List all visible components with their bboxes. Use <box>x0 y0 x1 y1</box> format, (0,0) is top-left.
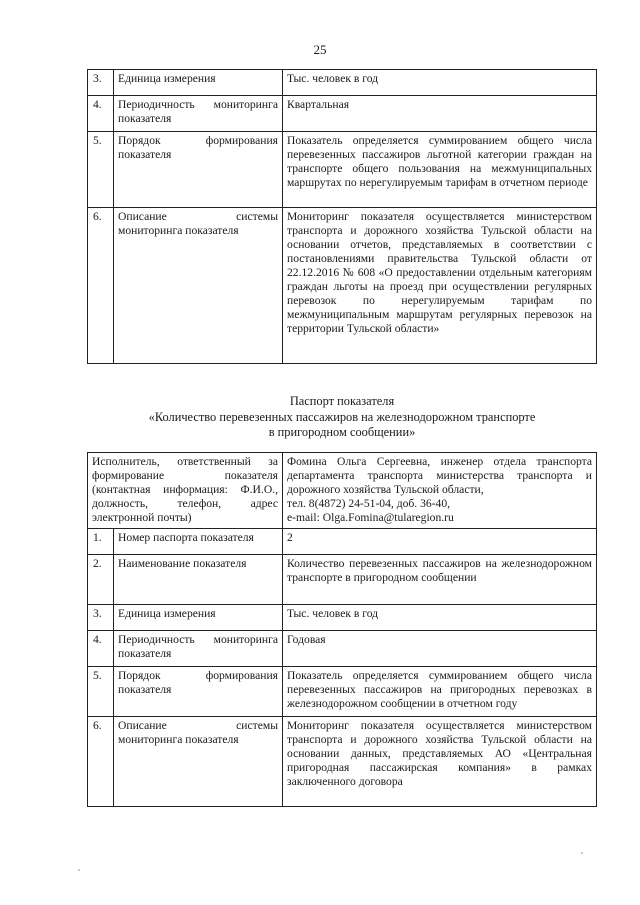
table-row <box>88 717 597 807</box>
row-label: Единица измерения <box>114 70 283 96</box>
table-row <box>88 208 597 364</box>
contact-phone: тел. 8(4872) 24-51-04, доб. 36-40, <box>287 497 451 510</box>
table-row <box>88 132 597 208</box>
row-label: Наименование показателя <box>114 555 283 605</box>
table-row <box>88 529 597 555</box>
scan-speck <box>78 869 80 871</box>
row-number: 1. <box>88 529 114 555</box>
contact-row <box>88 453 597 529</box>
table-row <box>88 667 597 717</box>
row-label: Периодичность мониторинга показателя <box>114 96 283 132</box>
row-number: 5. <box>88 667 114 717</box>
row-number: 2. <box>88 555 114 605</box>
row-value: 2 <box>283 529 597 555</box>
row-value: Количество перевезенных пассажиров на железнодорожном транспорте в пригородном сообщении <box>283 555 597 605</box>
scan-speck <box>581 852 583 854</box>
row-value: Мониторинг показателя осуществляется министерством транспорта и дорожного хозяйства Тульской области на основании отчетов, представляемых в соответствии с постановлениями правительства Тульской области от 22.12.2016 № 608 «О предоставлении отдельным категориям граждан льготы на проезд при осуществлении регулярных перевозок по нерегулируемым тарифам по межмуниципальным маршрутам регулярных перевозок на территории Тульской области» <box>283 208 597 364</box>
row-number: 4. <box>88 96 114 132</box>
row-value: Квартальная <box>283 96 597 132</box>
row-number: 6. <box>88 208 114 364</box>
row-value: Тыс. человек в год <box>283 605 597 631</box>
row-value: Мониторинг показателя осуществляется министерством транспорта и дорожного хозяйства Тульской области на основании данных, представляемых АО «Центральная пригородная пассажирская компания» в рамках заключенного договора <box>283 717 597 807</box>
row-number: 4. <box>88 631 114 667</box>
row-label: Описание системы мониторинга показателя <box>114 208 283 364</box>
indicator-passport-table <box>87 452 597 807</box>
row-number: 6. <box>88 717 114 807</box>
row-value: Показатель определяется суммированием общего числа перевезенных пассажиров на пригородных перевозках в железнодорожном сообщении в отчетном году <box>283 667 597 717</box>
row-value: Годовая <box>283 631 597 667</box>
page-number: 25 <box>313 42 327 57</box>
contact-label: Исполнитель, ответственный за формирование показателя (контактная информация: Ф.И.О., должность, телефон, адрес электронной почты) <box>88 453 283 529</box>
table-row <box>88 70 597 96</box>
table-row <box>88 555 597 605</box>
contact-info <box>283 453 597 529</box>
row-number: 3. <box>88 70 114 96</box>
row-value: Тыс. человек в год <box>283 70 597 96</box>
row-label: Описание системы мониторинга показателя <box>114 717 283 807</box>
table-row <box>88 605 597 631</box>
row-label: Номер паспорта показателя <box>114 529 283 555</box>
contact-email: e-mail: Olga.Fomina@tularegion.ru <box>287 511 454 524</box>
row-label: Периодичность мониторинга показателя <box>114 631 283 667</box>
row-number: 5. <box>88 132 114 208</box>
row-label: Порядок формирования показателя <box>114 132 283 208</box>
row-value: Показатель определяется суммированием общего числа перевезенных пассажиров льготной категории граждан на транспорте общего пользования на межмуниципальных маршрутах по нерегулируемым тарифам в отчетном периоде <box>283 132 597 208</box>
passport-heading <box>87 394 597 441</box>
row-number: 3. <box>88 605 114 631</box>
passport-title: Паспорт показателя <box>289 394 395 408</box>
table-row <box>88 96 597 132</box>
row-label: Порядок формирования показателя <box>114 667 283 717</box>
row-label: Единица измерения <box>114 605 283 631</box>
indicator-name-line-2: в пригородном сообщении» <box>268 425 416 439</box>
table-row <box>88 631 597 667</box>
indicator-table-continued <box>87 69 597 364</box>
contact-person: Фомина Ольга Сергеевна, инженер отдела транспорта департамента транспорта министерства транспорта и дорожного хозяйства Тульской области, <box>287 455 592 496</box>
indicator-name-line-1: «Количество перевезенных пассажиров на железнодорожном транспорте <box>148 409 536 424</box>
